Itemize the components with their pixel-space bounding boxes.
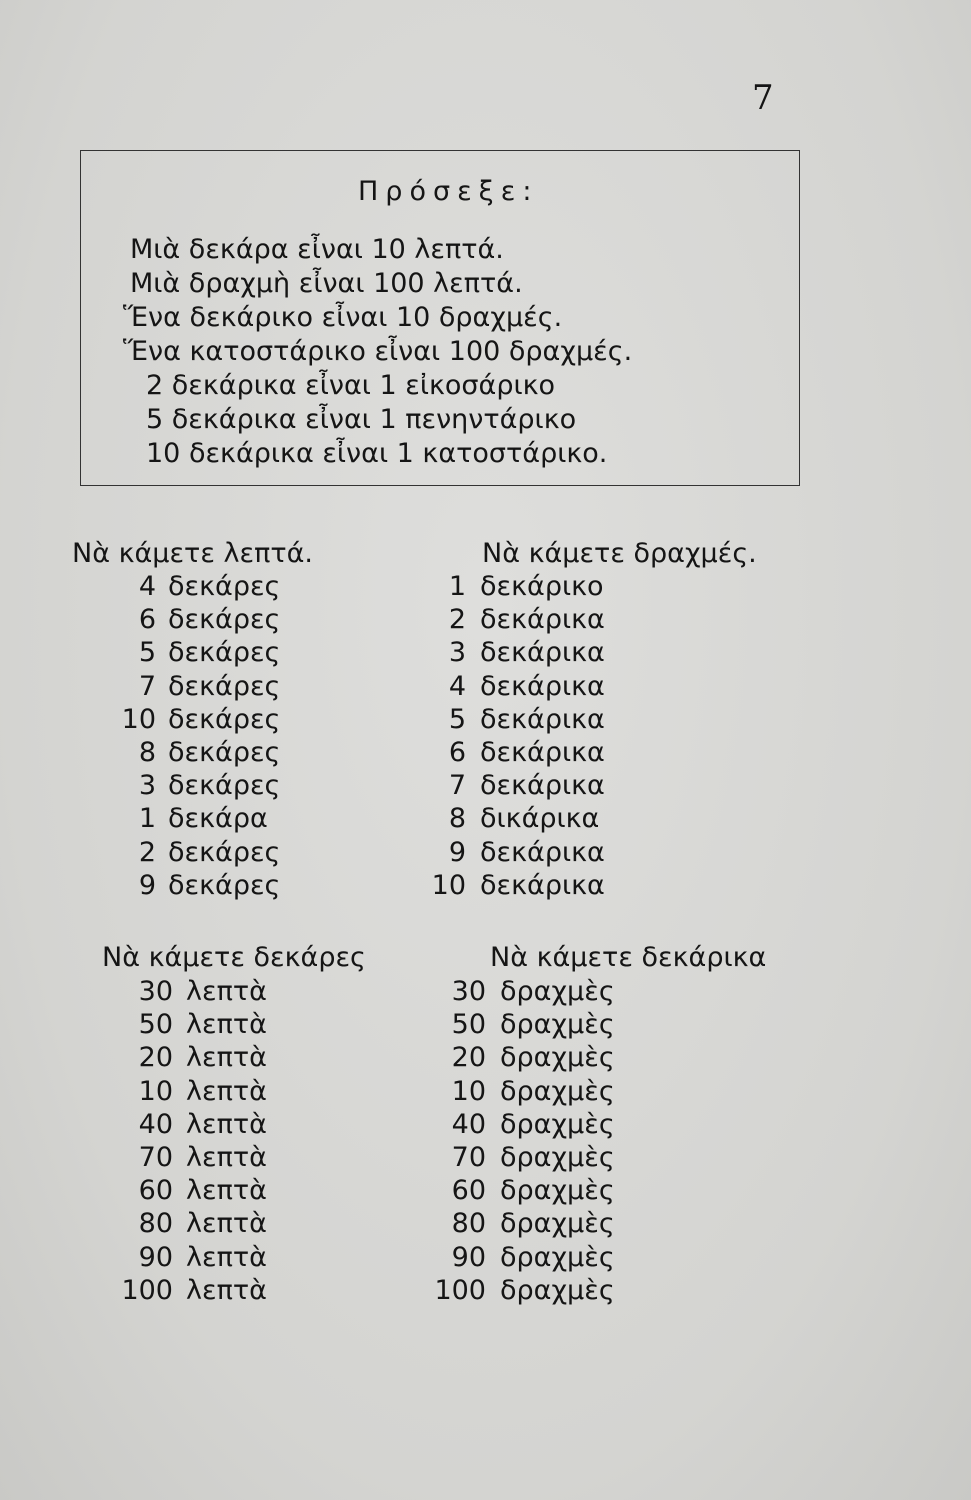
exercise-number: 6: [448, 737, 466, 768]
section2-left-heading: Νὰ κάμετε δεκάρες: [102, 942, 366, 973]
exercise-unit: λεπτὰ: [186, 1142, 267, 1173]
exercise-unit: δεκάρικα: [480, 737, 605, 768]
exercise-unit: λεπτὰ: [186, 1075, 267, 1107]
exercise-unit: δραχμὲς: [500, 1241, 615, 1273]
exercise-unit: δεκάρες: [168, 836, 281, 868]
exercise-number: 8: [448, 803, 466, 835]
exercise-unit: δραχμὲς: [500, 976, 615, 1007]
notice-line: Ἕνα κατοστάρικο εἶναι 100 δραχμές.: [123, 336, 633, 367]
exercise-number: 10: [121, 703, 156, 735]
exercise-unit: δεκάρικα: [480, 604, 605, 636]
exercise-unit: δραχμὲς: [500, 1075, 615, 1107]
exercise-number: 7: [138, 670, 156, 702]
exercise-unit: δεκάρικα: [480, 670, 605, 702]
exercise-number: 20: [451, 1042, 486, 1074]
exercise-unit: δεκάρες: [168, 869, 281, 901]
exercise-unit: λεπτὰ: [186, 1274, 267, 1306]
notice-line: 10 δεκάρικα εἶναι 1 κατοστάρικο.: [146, 438, 608, 469]
exercise-unit: δικάρικα: [480, 803, 600, 835]
notice-line: 2 δεκάρικα εἶναι 1 εἰκοσάρικο: [146, 370, 556, 401]
exercise-number: 3: [448, 637, 466, 669]
exercise-number: 1: [448, 571, 466, 602]
exercise-unit: λεπτὰ: [186, 1241, 267, 1273]
exercise-unit: δεκάρικα: [480, 770, 605, 802]
exercise-unit: δεκάρες: [168, 637, 281, 669]
section1-left-heading: Νὰ κάμετε λεπτά.: [72, 538, 313, 569]
exercise-number: 2: [138, 836, 156, 868]
exercise-unit: λεπτὰ: [186, 1175, 267, 1207]
exercise-number: 20: [138, 1042, 173, 1074]
exercise-number: 100: [121, 1274, 173, 1306]
exercise-unit: δεκάρες: [168, 670, 281, 702]
exercise-number: 60: [451, 1175, 486, 1207]
exercise-number: 5: [138, 637, 156, 669]
exercise-unit: δεκάρες: [168, 703, 281, 735]
exercise-unit: δραχμὲς: [500, 1009, 615, 1041]
exercise-number: 5: [448, 703, 466, 735]
exercise-number: 50: [451, 1009, 486, 1041]
exercise-unit: δεκάρικα: [480, 703, 605, 735]
exercise-unit: λεπτὰ: [186, 1009, 267, 1041]
exercise-number: 60: [138, 1175, 173, 1207]
exercise-number: 4: [138, 571, 156, 602]
exercise-number: 30: [138, 976, 173, 1007]
exercise-unit: δραχμὲς: [500, 1108, 615, 1140]
exercise-unit: λεπτὰ: [186, 1042, 267, 1074]
section2-right-heading: Νὰ κάμετε δεκάρικα: [490, 942, 767, 973]
exercise-number: 1: [138, 803, 156, 835]
exercise-unit: δραχμὲς: [500, 1142, 615, 1173]
exercise-number: 30: [451, 976, 486, 1007]
page-number: 7: [752, 78, 774, 118]
exercise-unit: δεκάρες: [168, 604, 281, 636]
exercise-number: 40: [138, 1108, 173, 1140]
notice-line: Ἕνα δεκάρικο εἶναι 10 δραχμές.: [123, 302, 563, 333]
exercise-number: 9: [138, 869, 156, 901]
notice-line: 5 δεκάρικα εἶναι 1 πενηντάρικο: [146, 404, 577, 435]
exercise-number: 3: [138, 770, 156, 802]
exercise-number: 8: [138, 737, 156, 768]
exercise-number: 100: [434, 1274, 486, 1306]
exercise-number: 6: [138, 604, 156, 636]
exercise-number: 90: [451, 1241, 486, 1273]
exercise-unit: λεπτὰ: [186, 1208, 267, 1240]
exercise-number: 9: [448, 836, 466, 868]
notice-line: Μιὰ δραχμὴ εἶναι 100 λεπτά.: [130, 268, 523, 299]
exercise-unit: δεκάρικα: [480, 637, 605, 669]
exercise-number: 10: [431, 869, 466, 901]
exercise-unit: δεκάρες: [168, 737, 281, 768]
exercise-number: 80: [451, 1208, 486, 1240]
exercise-unit: δεκάρα: [168, 803, 268, 835]
exercise-number: 70: [138, 1142, 173, 1173]
exercise-unit: δραχμὲς: [500, 1042, 615, 1074]
exercise-number: 50: [138, 1009, 173, 1041]
exercise-unit: δεκάρες: [168, 571, 281, 602]
exercise-unit: λεπτὰ: [186, 976, 267, 1007]
exercise-unit: δεκάρες: [168, 770, 281, 802]
exercise-unit: δραχμὲς: [500, 1175, 615, 1207]
notice-line: Μιὰ δεκάρα εἶναι 10 λεπτά.: [130, 234, 504, 265]
exercise-unit: δραχμὲς: [500, 1274, 615, 1306]
exercise-unit: δραχμὲς: [500, 1208, 615, 1240]
exercise-unit: δεκάρικα: [480, 869, 605, 901]
exercise-unit: δεκάρικα: [480, 836, 605, 868]
exercise-number: 40: [451, 1108, 486, 1140]
exercise-number: 2: [448, 604, 466, 636]
exercise-number: 7: [448, 770, 466, 802]
exercise-number: 90: [138, 1241, 173, 1273]
exercise-number: 10: [451, 1075, 486, 1107]
exercise-number: 4: [448, 670, 466, 702]
exercise-unit: δεκάρικο: [480, 571, 604, 602]
exercise-number: 70: [451, 1142, 486, 1173]
exercise-number: 10: [138, 1075, 173, 1107]
section1-right-heading: Νὰ κάμετε δραχμές.: [482, 538, 757, 569]
exercise-unit: λεπτὰ: [186, 1108, 267, 1140]
exercise-number: 80: [138, 1208, 173, 1240]
notice-title: Πρόσεξε:: [358, 176, 539, 207]
